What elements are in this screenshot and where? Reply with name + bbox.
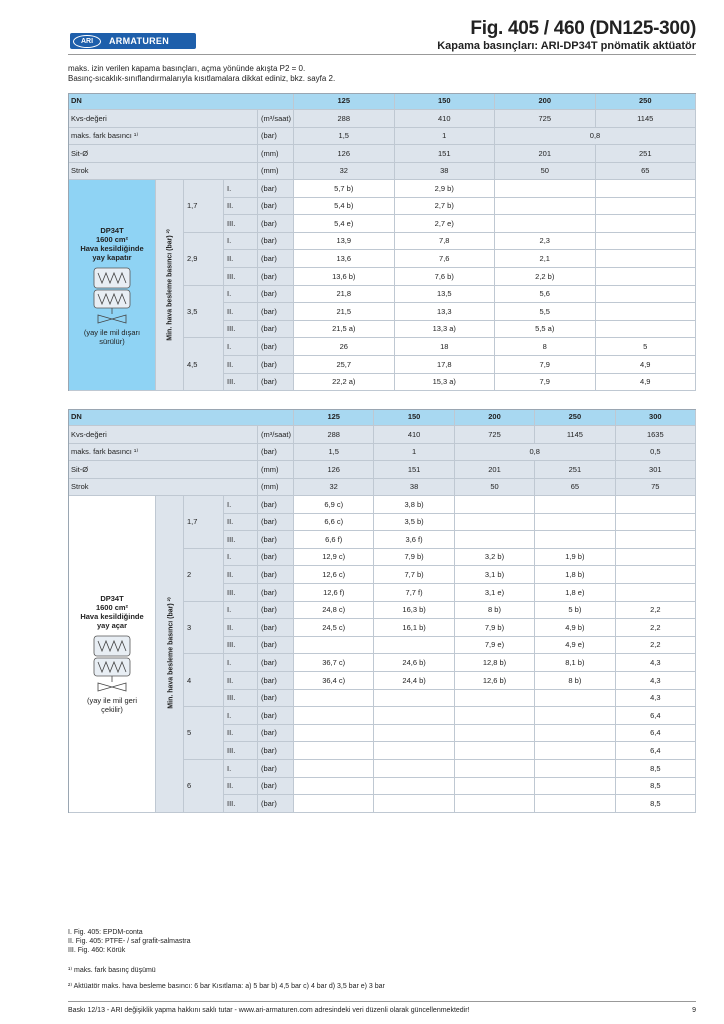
max-diff-pressure-unit: (bar) <box>258 128 294 146</box>
kvs-cell: 1145 <box>535 426 615 444</box>
table-frame <box>68 93 696 391</box>
variant-key-cell: I. <box>224 180 258 198</box>
pressure-value-cell: 6,6 f) <box>294 531 374 549</box>
variant-unit-cell: (bar) <box>258 180 294 198</box>
variant-unit-cell: (bar) <box>258 496 294 514</box>
pressure-value-cell: 2,2 <box>616 637 696 655</box>
pressure-value-cell: 8 b) <box>455 602 535 620</box>
pressure-value-cell: 24,4 b) <box>374 672 454 690</box>
actuator-line4: yay açar <box>96 621 128 631</box>
stroke-cell: 65 <box>596 163 697 181</box>
variant-unit-cell: (bar) <box>258 637 294 655</box>
actuator-note1: (yay ile mil dışarı <box>83 327 141 337</box>
variant-key-cell: I. <box>224 549 258 567</box>
seat-diameter-cell: 126 <box>294 461 374 479</box>
dn-header-cell: 125 <box>294 409 374 426</box>
seat-diameter-cell: 201 <box>455 461 535 479</box>
pressure-value-cell: 5,4 b) <box>294 198 395 216</box>
pressure-value-cell: 21,5 a) <box>294 321 395 339</box>
pressure-value-cell: 2,1 <box>495 250 596 268</box>
max-diff-pressure-unit: (bar) <box>258 444 294 462</box>
variant-key-cell: II. <box>224 356 258 374</box>
pressure-value-cell: 8,5 <box>616 778 696 796</box>
pressure-value-cell: 12,6 c) <box>294 566 374 584</box>
kvs-cell: 288 <box>294 426 374 444</box>
max-diff-pressure-cell: 0,8 <box>455 444 616 462</box>
material-notes <box>68 928 191 955</box>
variant-unit-cell: (bar) <box>258 760 294 778</box>
pressure-value-cell: 2,2 <box>616 619 696 637</box>
kvs-cell: 1145 <box>596 110 697 128</box>
pressure-value-cell: 2,9 b) <box>395 180 496 198</box>
supply-pressure-cell: 2 <box>184 549 224 602</box>
pressure-value-cell: 22,2 a) <box>294 374 395 392</box>
page-title: Fig. 405 / 460 (DN125-300) <box>470 18 696 39</box>
variant-key-cell: III. <box>224 637 258 655</box>
kvs-unit: (m³/saat) <box>258 110 294 128</box>
vertical-axis-label: Min. hava besleme basıncı (bar) ²⁾ <box>166 228 174 341</box>
pressure-value-cell: 6,4 <box>616 742 696 760</box>
pressure-value-cell: 8,5 <box>616 760 696 778</box>
pressure-value-cell: 24,5 c) <box>294 619 374 637</box>
pressure-value-cell: 15,3 a) <box>395 374 496 392</box>
pressure-value-cell: 8 <box>495 338 596 356</box>
variant-key-cell: III. <box>224 742 258 760</box>
pressure-value-cell: 4,9 e) <box>535 637 615 655</box>
variant-key-cell: II. <box>224 303 258 321</box>
actuator-line3: Hava kesildiğinde <box>80 612 144 622</box>
variant-key-cell: II. <box>224 672 258 690</box>
pressure-value-cell: 7,9 <box>495 356 596 374</box>
supply-pressure-cell: 1,7 <box>184 496 224 549</box>
supply-pressure-cell: 4 <box>184 654 224 707</box>
seat-diameter-cell: 301 <box>616 461 696 479</box>
pressure-value-cell: 5,6 <box>495 286 596 304</box>
pressure-value-cell: 3,6 f) <box>374 531 454 549</box>
kvs-unit: (m³/saat) <box>258 426 294 444</box>
pressure-value-cell: 21,5 <box>294 303 395 321</box>
max-diff-pressure-cell: 1 <box>395 128 496 146</box>
pressure-value-cell: 13,3 a) <box>395 321 496 339</box>
variant-key-cell: I. <box>224 760 258 778</box>
seat-diameter-cell: 151 <box>374 461 454 479</box>
pressure-value-cell: 2,7 e) <box>395 215 496 233</box>
variant-unit-cell: (bar) <box>258 795 294 813</box>
dn-header-cell: 250 <box>596 93 697 110</box>
kvs-cell: 410 <box>374 426 454 444</box>
pressure-value-cell: 13,9 <box>294 233 395 251</box>
variant-key-cell: III. <box>224 268 258 286</box>
variant-key-cell: I. <box>224 654 258 672</box>
pressure-value-cell: 26 <box>294 338 395 356</box>
pressure-value-cell: 13,6 <box>294 250 395 268</box>
pressure-value-cell: 25,7 <box>294 356 395 374</box>
pressure-value-cell: 5 <box>596 338 697 356</box>
variant-key-cell: II. <box>224 566 258 584</box>
variant-unit-cell: (bar) <box>258 619 294 637</box>
variant-unit-cell: (bar) <box>258 707 294 725</box>
pressure-value-cell: 4,3 <box>616 690 696 708</box>
variant-unit-cell: (bar) <box>258 215 294 233</box>
pressure-value-cell: 5,7 b) <box>294 180 395 198</box>
actuator-name: DP34T <box>100 225 124 235</box>
variant-key-cell: II. <box>224 778 258 796</box>
variant-unit-cell: (bar) <box>258 338 294 356</box>
kvs-cell: 1635 <box>616 426 696 444</box>
seat-diameter-unit: (mm) <box>258 145 294 163</box>
note-II: II. Fig. 405: PTFE- / saf grafit-salmastra <box>68 938 191 945</box>
variant-unit-cell: (bar) <box>258 690 294 708</box>
pressure-value-cell: 16,3 b) <box>374 602 454 620</box>
pressure-value-cell: 1,8 e) <box>535 584 615 602</box>
pressure-value-cell: 3,2 b) <box>455 549 535 567</box>
pressure-value-cell: 36,7 c) <box>294 654 374 672</box>
footer-divider <box>68 1001 696 1002</box>
pressure-value-cell: 36,4 c) <box>294 672 374 690</box>
dn-header-cell: 200 <box>495 93 596 110</box>
intro-text <box>68 64 335 84</box>
pressure-value-cell: 7,9 <box>495 374 596 392</box>
dn-header-label: DN <box>68 409 294 426</box>
variant-unit-cell: (bar) <box>258 742 294 760</box>
variant-unit-cell: (bar) <box>258 725 294 743</box>
variant-unit-cell: (bar) <box>258 584 294 602</box>
seat-diameter-cell: 151 <box>395 145 496 163</box>
variant-unit-cell: (bar) <box>258 654 294 672</box>
stroke-label: Strok <box>68 163 258 181</box>
pressure-value-cell: 5,4 e) <box>294 215 395 233</box>
variant-unit-cell: (bar) <box>258 286 294 304</box>
pressure-value-cell: 16,1 b) <box>374 619 454 637</box>
kvs-cell: 725 <box>495 110 596 128</box>
supply-pressure-cell: 2,9 <box>184 233 224 286</box>
stroke-cell: 38 <box>374 479 454 497</box>
pressure-value-cell: 8 b) <box>535 672 615 690</box>
variant-unit-cell: (bar) <box>258 778 294 796</box>
pressure-value-cell: 24,6 b) <box>374 654 454 672</box>
pressure-value-cell: 1,8 b) <box>535 566 615 584</box>
pressure-value-cell: 13,5 <box>395 286 496 304</box>
variant-key-cell: I. <box>224 286 258 304</box>
supply-pressure-cell: 1,7 <box>184 180 224 233</box>
actuator-area: 1600 cm² <box>95 234 129 244</box>
max-diff-pressure-cell: 1 <box>374 444 454 462</box>
vertical-axis-label: Min. hava besleme basıncı (bar) ²⁾ <box>166 597 174 710</box>
variant-unit-cell: (bar) <box>258 356 294 374</box>
variant-key-cell: I. <box>224 602 258 620</box>
pressure-value-cell: 6,9 c) <box>294 496 374 514</box>
stroke-cell: 38 <box>395 163 496 181</box>
variant-key-cell: II. <box>224 250 258 268</box>
pressure-value-cell: 21,8 <box>294 286 395 304</box>
variant-key-cell: I. <box>224 707 258 725</box>
seat-diameter-cell: 201 <box>495 145 596 163</box>
pressure-value-cell: 3,5 b) <box>374 514 454 532</box>
supply-pressure-cell: 3,5 <box>184 286 224 339</box>
max-diff-pressure-cell: 0,8 <box>495 128 696 146</box>
variant-key-cell: II. <box>224 619 258 637</box>
actuator-note1: (yay ile mil geri <box>86 696 137 706</box>
seat-diameter-label: Sit-Ø <box>68 461 258 479</box>
actuator-note2: çekilir) <box>101 705 123 715</box>
supply-pressure-cell: 3 <box>184 602 224 655</box>
variant-unit-cell: (bar) <box>258 303 294 321</box>
stroke-cell: 50 <box>495 163 596 181</box>
pressure-value-cell: 7,8 <box>395 233 496 251</box>
max-diff-pressure-label: maks. fark basıncı ¹⁾ <box>68 128 258 146</box>
dn-header-cell: 150 <box>395 93 496 110</box>
variant-unit-cell: (bar) <box>258 531 294 549</box>
kvs-cell: 725 <box>455 426 535 444</box>
pressure-value-cell: 12,9 c) <box>294 549 374 567</box>
pressure-value-cell: 18 <box>395 338 496 356</box>
kvs-label: Kvs-değeri <box>68 110 258 128</box>
stroke-cell: 32 <box>294 163 395 181</box>
pressure-value-cell: 3,8 b) <box>374 496 454 514</box>
variant-key-cell: II. <box>224 198 258 216</box>
intro-line-1: maks. izin verilen kapama basınçları, açma yönünde akışta P2 = 0. <box>68 64 306 73</box>
pressure-value-cell: 6,4 <box>616 707 696 725</box>
variant-key-cell: III. <box>224 374 258 392</box>
pressure-value-cell: 1,9 b) <box>535 549 615 567</box>
variant-unit-cell: (bar) <box>258 672 294 690</box>
logo-text: ARMATUREN <box>109 36 170 46</box>
pressure-value-cell: 12,8 b) <box>455 654 535 672</box>
logo-mark: ARI <box>73 35 101 48</box>
stroke-unit: (mm) <box>258 479 294 497</box>
intro-line-2: Basınç-sıcaklık-sınıflandırmalarıyla kısıtlamalara dikkat ediniz, bkz. sayfa 2. <box>68 74 336 83</box>
supply-pressure-cell: 6 <box>184 760 224 813</box>
dn-header-cell: 300 <box>616 409 696 426</box>
variant-unit-cell: (bar) <box>258 198 294 216</box>
variant-key-cell: III. <box>224 215 258 233</box>
actuator-line4: yay kapatır <box>92 252 132 262</box>
pressure-value-cell: 12,6 f) <box>294 584 374 602</box>
pressure-value-cell: 2,2 <box>616 602 696 620</box>
supply-pressure-cell: 4,5 <box>184 338 224 391</box>
variant-unit-cell: (bar) <box>258 250 294 268</box>
footer-text: Baskı 12/13 - ARI değişiklik yapma hakkını saklı tutar - www.ari-armaturen.com adresindeki veri düzenli olarak güncellenmektedir! <box>68 1007 470 1014</box>
dn-header-label: DN <box>68 93 294 110</box>
page-number: 9 <box>692 1007 696 1014</box>
max-diff-pressure-cell: 1,5 <box>294 128 395 146</box>
pressure-value-cell: 6,4 <box>616 725 696 743</box>
pressure-value-cell: 4,9 <box>596 374 697 392</box>
pressure-value-cell: 13,3 <box>395 303 496 321</box>
pressure-value-cell: 3,1 b) <box>455 566 535 584</box>
stroke-cell: 32 <box>294 479 374 497</box>
pressure-value-cell: 4,3 <box>616 672 696 690</box>
pressure-value-cell: 7,6 <box>395 250 496 268</box>
stroke-cell: 50 <box>455 479 535 497</box>
pressure-value-cell: 24,8 c) <box>294 602 374 620</box>
variant-key-cell: II. <box>224 725 258 743</box>
variant-unit-cell: (bar) <box>258 374 294 392</box>
seat-diameter-label: Sit-Ø <box>68 145 258 163</box>
pressure-value-cell: 5,5 <box>495 303 596 321</box>
variant-key-cell: II. <box>224 514 258 532</box>
stroke-cell: 75 <box>616 479 696 497</box>
pressure-value-cell: 2,7 b) <box>395 198 496 216</box>
pressure-value-cell: 7,9 e) <box>455 637 535 655</box>
variant-key-cell: I. <box>224 233 258 251</box>
dn-header-cell: 150 <box>374 409 454 426</box>
variant-unit-cell: (bar) <box>258 549 294 567</box>
pressure-value-cell: 2,2 b) <box>495 268 596 286</box>
footnote-2: ²⁾ Aktüatör maks. hava besleme basıncı: 6 bar Kısıtlama: a) 5 bar b) 4,5 bar c) 4 bar d) 3,5 bar e) 3 bar <box>68 983 385 990</box>
actuator-name: DP34T <box>100 594 124 604</box>
pressure-value-cell: 4,9 b) <box>535 619 615 637</box>
dn-header-cell: 250 <box>535 409 615 426</box>
note-I: I. Fig. 405: EPDM-conta <box>68 929 143 936</box>
max-diff-pressure-cell: 0,5 <box>616 444 696 462</box>
variant-unit-cell: (bar) <box>258 233 294 251</box>
max-diff-pressure-cell: 1,5 <box>294 444 374 462</box>
actuator-note2: sürülür) <box>99 336 125 346</box>
seat-diameter-cell: 251 <box>535 461 615 479</box>
variant-key-cell: III. <box>224 321 258 339</box>
variant-unit-cell: (bar) <box>258 321 294 339</box>
seat-diameter-unit: (mm) <box>258 461 294 479</box>
dn-header-cell: 200 <box>455 409 535 426</box>
note-III: III. Fig. 460: Körük <box>68 947 126 954</box>
variant-unit-cell: (bar) <box>258 602 294 620</box>
variant-unit-cell: (bar) <box>258 566 294 584</box>
table-frame <box>68 409 696 813</box>
pressure-value-cell: 3,1 e) <box>455 584 535 602</box>
variant-key-cell: III. <box>224 795 258 813</box>
pressure-value-cell: 7,6 b) <box>395 268 496 286</box>
supply-pressure-cell: 5 <box>184 707 224 760</box>
pressure-value-cell: 4,3 <box>616 654 696 672</box>
pressure-value-cell: 8,1 b) <box>535 654 615 672</box>
stroke-label: Strok <box>68 479 258 497</box>
seat-diameter-cell: 251 <box>596 145 697 163</box>
stroke-unit: (mm) <box>258 163 294 181</box>
kvs-cell: 410 <box>395 110 496 128</box>
pressure-value-cell: 17,8 <box>395 356 496 374</box>
pressure-value-cell: 7,7 b) <box>374 566 454 584</box>
kvs-cell: 288 <box>294 110 395 128</box>
variant-unit-cell: (bar) <box>258 268 294 286</box>
kvs-label: Kvs-değeri <box>68 426 258 444</box>
pressure-value-cell: 8,5 <box>616 795 696 813</box>
page-subtitle: Kapama basınçları: ARI-DP34T pnömatik aktüatör <box>437 40 696 52</box>
actuator-area: 1600 cm² <box>95 603 129 613</box>
ari-logo <box>70 33 196 49</box>
pressure-value-cell: 7,9 b) <box>374 549 454 567</box>
max-diff-pressure-label: maks. fark basıncı ¹⁾ <box>68 444 258 462</box>
variant-key-cell: III. <box>224 584 258 602</box>
pressure-value-cell: 5 b) <box>535 602 615 620</box>
pressure-value-cell: 7,9 b) <box>455 619 535 637</box>
pressure-value-cell: 4,9 <box>596 356 697 374</box>
pressure-value-cell: 13,6 b) <box>294 268 395 286</box>
stroke-cell: 65 <box>535 479 615 497</box>
pressure-value-cell: 5,5 a) <box>495 321 596 339</box>
variant-key-cell: I. <box>224 338 258 356</box>
pressure-value-cell: 2,3 <box>495 233 596 251</box>
pressure-value-cell: 7,7 f) <box>374 584 454 602</box>
pressure-value-cell: 6,6 c) <box>294 514 374 532</box>
dn-header-cell: 125 <box>294 93 395 110</box>
variant-key-cell: III. <box>224 531 258 549</box>
variant-key-cell: I. <box>224 496 258 514</box>
actuator-line3: Hava kesildiğinde <box>80 243 144 253</box>
pressure-value-cell: 12,6 b) <box>455 672 535 690</box>
header-divider <box>68 54 696 55</box>
footnote-1: ¹⁾ maks. fark basınç düşümü <box>68 967 156 974</box>
variant-key-cell: III. <box>224 690 258 708</box>
page-footer <box>68 1007 696 1014</box>
seat-diameter-cell: 126 <box>294 145 395 163</box>
variant-unit-cell: (bar) <box>258 514 294 532</box>
